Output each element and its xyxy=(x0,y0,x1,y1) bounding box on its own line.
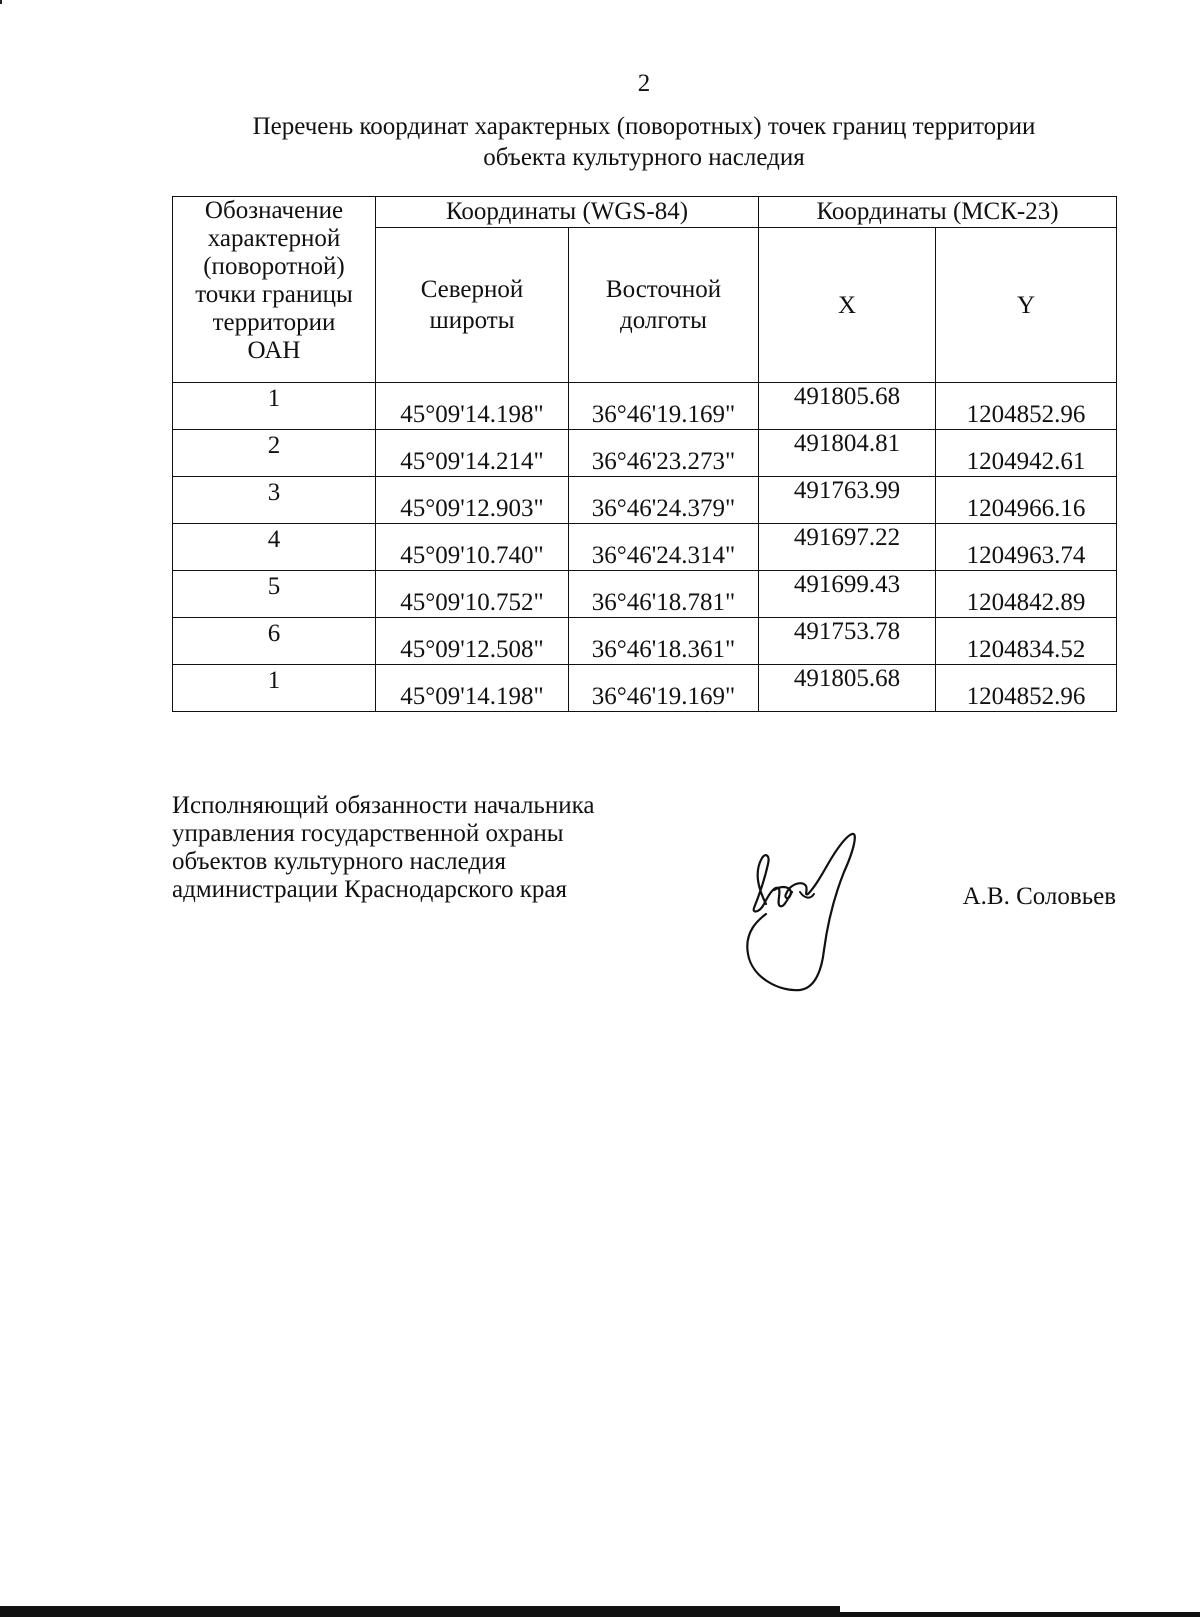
header-latitude-line: широты xyxy=(429,307,515,334)
cell-point-number: 5 xyxy=(173,571,376,618)
table-row xyxy=(173,477,1117,524)
cell-longitude: 36°46'18.781" xyxy=(569,571,759,618)
header-point-line: ОАН xyxy=(247,337,301,364)
cell-latitude: 45°09'10.740" xyxy=(376,524,569,571)
cell-y: 1204963.74 xyxy=(936,524,1117,571)
cell-latitude: 45°09'10.752" xyxy=(376,571,569,618)
cell-x: 491805.68 xyxy=(759,383,936,430)
header-x: X xyxy=(759,228,936,383)
cell-y: 1204852.96 xyxy=(936,383,1117,430)
cell-longitude: 36°46'24.379" xyxy=(569,477,759,524)
header-point-line: (поворотной) xyxy=(203,253,345,280)
cell-latitude: 45°09'14.198" xyxy=(376,383,569,430)
header-longitude xyxy=(569,228,759,383)
title-line-1: Перечень координат характерных (поворотных) точек границ территории xyxy=(252,113,1036,140)
cell-longitude: 36°46'23.273" xyxy=(569,430,759,477)
table-row xyxy=(173,571,1117,618)
cell-longitude: 36°46'19.169" xyxy=(569,383,759,430)
header-latitude-line: Северной xyxy=(420,276,524,303)
title-line-2: объекта культурного наследия xyxy=(483,144,805,171)
table-row xyxy=(173,383,1117,430)
header-msk23: Координаты (МСК-23) xyxy=(759,197,1117,228)
cell-point-number: 1 xyxy=(173,665,376,712)
header-y: Y xyxy=(936,228,1117,383)
signer-position-line: управления государственной охраны xyxy=(172,820,564,847)
header-point-line: Обозначение xyxy=(204,197,344,224)
cell-latitude: 45°09'14.198" xyxy=(376,665,569,712)
table-row xyxy=(173,524,1117,571)
scan-speck xyxy=(0,0,2,4)
cell-x: 491763.99 xyxy=(759,477,936,524)
cell-point-number: 3 xyxy=(173,477,376,524)
header-point-designation xyxy=(173,197,376,383)
table-row xyxy=(173,665,1117,712)
header-point-line: характерной xyxy=(207,225,341,252)
cell-x: 491699.43 xyxy=(759,571,936,618)
cell-longitude: 36°46'18.361" xyxy=(569,618,759,665)
cell-y: 1204834.52 xyxy=(936,618,1117,665)
signer-position-line: объектов культурного наследия xyxy=(172,848,506,875)
cell-x: 491697.22 xyxy=(759,524,936,571)
document-title xyxy=(172,111,1116,173)
cell-point-number: 6 xyxy=(173,618,376,665)
header-point-line: точки границы xyxy=(195,281,353,308)
signer-position xyxy=(172,792,692,904)
scan-bottom-border-right xyxy=(840,1612,1200,1617)
cell-latitude: 45°09'12.903" xyxy=(376,477,569,524)
table-row xyxy=(173,618,1117,665)
header-point-line: территории xyxy=(212,309,336,336)
handwritten-signature-icon xyxy=(744,828,864,992)
header-wgs84: Координаты (WGS-84) xyxy=(376,197,759,228)
cell-y: 1204852.96 xyxy=(936,665,1117,712)
page-number: 2 xyxy=(637,70,651,97)
coordinates-table xyxy=(172,196,1117,712)
cell-point-number: 1 xyxy=(173,383,376,430)
cell-longitude: 36°46'19.169" xyxy=(569,665,759,712)
cell-y: 1204942.61 xyxy=(936,430,1117,477)
cell-x: 491805.68 xyxy=(759,665,936,712)
cell-x: 491804.81 xyxy=(759,430,936,477)
header-longitude-line: Восточной xyxy=(605,276,722,303)
cell-latitude: 45°09'12.508" xyxy=(376,618,569,665)
signer-name: А.В. Соловьев xyxy=(962,883,1116,910)
cell-point-number: 2 xyxy=(173,430,376,477)
cell-latitude: 45°09'14.214" xyxy=(376,430,569,477)
table-row xyxy=(173,430,1117,477)
cell-y: 1204966.16 xyxy=(936,477,1117,524)
signer-position-line: Исполняющий обязанности начальника xyxy=(172,792,595,819)
cell-y: 1204842.89 xyxy=(936,571,1117,618)
cell-point-number: 4 xyxy=(173,524,376,571)
header-latitude xyxy=(376,228,569,383)
scan-bottom-border xyxy=(0,1606,840,1617)
signer-position-line: администрации Краснодарского края xyxy=(172,876,568,903)
cell-x: 491753.78 xyxy=(759,618,936,665)
header-longitude-line: долготы xyxy=(620,307,707,334)
cell-longitude: 36°46'24.314" xyxy=(569,524,759,571)
